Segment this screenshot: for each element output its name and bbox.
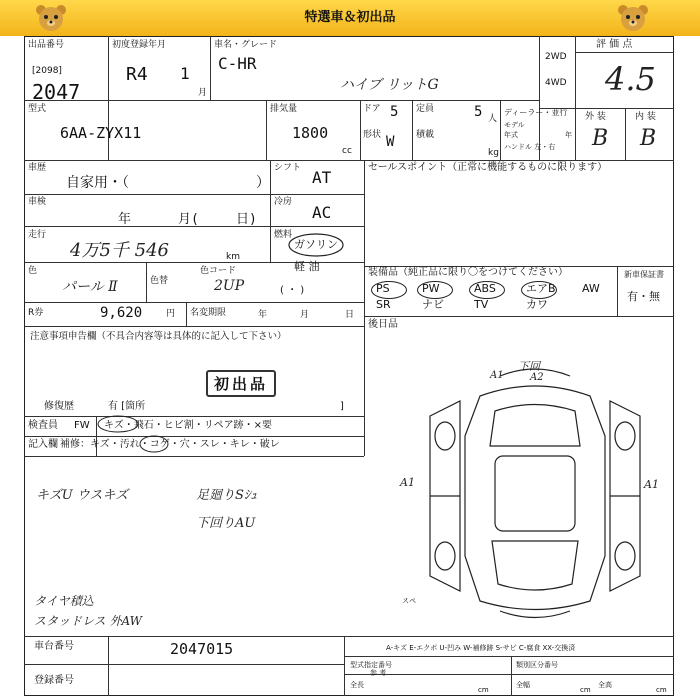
color-value: パール Ⅱ [62,279,118,295]
dealer-label: ディーラー・並行 [504,108,568,117]
history-value: 自家用・（ [66,175,129,191]
rating-label: 評 価 点 [596,39,633,50]
shape-label: 形状 [363,130,382,140]
load-label: 積載 [416,130,435,140]
model-label: 型式 [28,104,47,114]
load-unit: kg [488,148,499,158]
color-change-label: 色替 [150,276,169,286]
exterior-label: 外 装 [585,112,606,122]
fuel-diesel: 軽 油 [294,260,320,273]
bear-mascot-icon [34,3,68,33]
doors-label: ドア [363,104,381,114]
spec-height-label: 全高 [598,681,612,689]
notes-label: 注意事項申告欄（不具合内容等は具体的に記入して下さい） [30,331,287,342]
repair-history-close: ] [340,401,344,412]
equipment-item: PS [376,282,390,295]
dealer-year: 年式 [504,131,518,139]
inspector-label: 検査員 [28,420,58,431]
equipment-circle-mark [469,281,505,299]
equipment-item: ABS [474,282,496,295]
color-label: 色 [28,266,38,276]
displacement-unit: cc [342,146,352,156]
diagram-top-note: 下回 [518,360,540,373]
vehicle-damage-diagram [400,356,670,628]
dealer-handle: ハンドル 左・右 [504,143,556,151]
inspector-entry-label: 記入欄 [28,439,58,450]
name-change-year: 年 [258,310,268,320]
car-name: C-HR [218,54,257,73]
diagram-spare-label: スペ [402,597,416,605]
diagram-top-code: A2 [530,372,544,383]
fuel-gasoline-circle [286,232,346,258]
equipment-label: 装備品（純正品に限り〇をつけてください） [368,267,568,278]
recycle-label: R券 [28,308,44,318]
exterior-grade: B [592,126,609,151]
drive-4wd: 4WD [545,78,567,88]
fuel-gasoline: ガソリン [294,238,338,251]
color-code-label: 色コード [200,266,237,276]
diagram-left-top-code: A1 [490,370,504,381]
equipment-item: カワ [526,298,548,311]
dealer-year-unit: 年 [565,131,572,139]
inspector-fw: FW [74,420,90,431]
registration-month: 1 [180,64,190,83]
chassis-label: 車台番号 [34,641,74,652]
car-grade: ハイブ リットG [340,77,439,93]
history-close: ） [256,175,270,191]
fuel-label: 燃料 [274,230,293,240]
displacement-value: 1800 [292,124,329,142]
equipment-item: ナビ [422,298,444,311]
equipment-circle-mark [371,281,407,299]
name-change-label: 名変期限 [190,308,227,318]
car-name-label: 車名・グレード [214,40,278,50]
equipment-item: AW [582,282,600,295]
capacity-unit: 人 [488,114,498,124]
fuel-paren: ( ・ ) [280,285,305,296]
recycle-value: 9,620 [100,305,143,321]
sales-point-label: セールスポイント（正常に機能するものに限ります） [368,162,608,173]
inspection-year: 年 [118,212,132,227]
recycle-unit: 円 [166,309,176,319]
equipment-item: SR [376,298,391,311]
bear-mascot-icon [616,3,650,33]
entry-sub-code: [2098] [32,66,62,76]
mileage-unit: km [226,252,240,262]
repair-history-value: 有 [箇所 [108,401,146,412]
page-title: 特選車＆初出品 [304,10,396,25]
mileage-label: 走行 [28,230,47,240]
spec-height-unit: cm [656,686,667,694]
capacity-label: 定員 [416,104,435,114]
inspector-marks [96,414,176,458]
spec-width-unit: cm [580,686,591,694]
equipment-item: エアB [526,282,556,295]
registration-month-unit: 月 [198,88,208,98]
registration-era: R4 [126,64,148,85]
spec-class-label: 類別区分番号 [516,661,558,669]
shift-value: AT [312,168,332,187]
diagram-right-code: A1 [644,478,659,491]
remark-line-1: キズU ウスキズ [36,488,129,503]
dealer-model: モデル [504,121,525,129]
diagram-left-code: A1 [400,476,415,489]
drive-2wd: 2WD [545,52,567,62]
shift-label: シフト [274,163,302,173]
equipment-item: TV [474,298,489,311]
remark-line-2: 足廻りSｼｭ [196,488,257,503]
displacement-label: 排気量 [270,104,298,114]
equipment-circle-mark [417,281,453,299]
model-code: 6AA-ZYX11 [60,124,142,142]
equipment-item: PW [422,282,440,295]
entry-number-label: 出品番号 [28,40,65,50]
capacity-value: 5 [474,104,483,120]
warranty-label: 新車保証書 [624,270,664,279]
spec-length-unit: cm [478,686,489,694]
remark-line-3: 下回りAU [196,516,256,531]
registration-label: 初度登録年月 [112,40,167,50]
color-code: 2UP [214,278,245,294]
name-change-month: 月 [300,310,310,320]
chassis-number: 2047015 [170,640,234,658]
name-change-day: 日 [345,310,355,320]
spec-length-label: 全長 [350,681,364,689]
remark-line-4: タイヤ積込 [34,594,94,608]
inspector-row2: 補修：キズ・汚れ・コゲ・穴・スレ・キレ・破レ [60,439,280,450]
remark-line-5: スタッドレス 外AW [34,614,142,628]
plate-label: 登録番号 [34,675,74,686]
first-listing-stamp: 初出品 [206,370,276,397]
aircon-value: AC [312,203,332,222]
rear-items-label: 後日品 [368,319,398,330]
inspector-row1: キズ・飛石・ヒビ割・リペア跡・×要 [104,420,272,431]
doors-value: 5 [390,104,399,120]
spec-type-label: 型式指定番号 [350,661,392,669]
inspection-label: 車検 [28,197,47,207]
inspection-day: 日) [236,212,257,227]
entry-number: 2047 [32,80,81,104]
damage-legend: A-キズ E-エクボ U-凹み W-補修跡 S-サビ C-腐食 XX-交換済 [386,644,576,652]
aircon-label: 冷房 [274,197,293,207]
spec-ref-label: 参 考 [370,669,387,677]
repair-history-label: 修復歴 [44,401,74,412]
history-label: 車歴 [28,163,47,173]
shape-value: W [386,134,395,150]
equipment-circle-mark [521,281,557,299]
warranty-value: 有・無 [627,290,660,303]
interior-label: 内 装 [635,112,656,122]
inspection-month: 月( [178,212,199,227]
rating-score: 4.5 [605,60,656,98]
mileage-value: 4万5千 546 [70,240,169,261]
interior-grade: B [640,126,657,151]
spec-width-label: 全幅 [516,681,530,689]
